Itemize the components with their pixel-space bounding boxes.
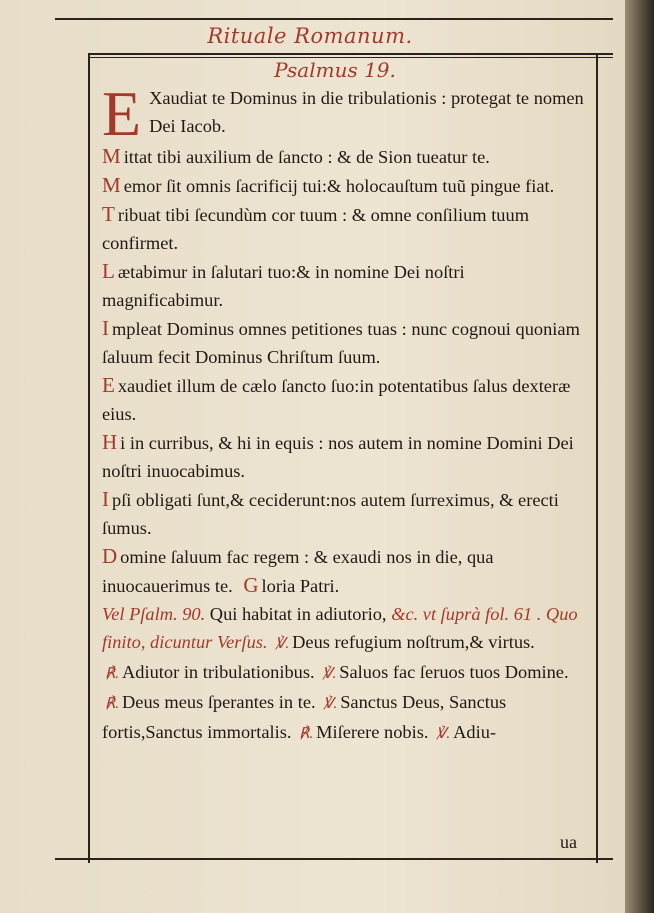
verse-2 [102, 142, 590, 171]
psalm-title: Psalmus 19. [274, 58, 396, 82]
versicle-symbol: ℣. [436, 726, 451, 742]
versicle-text: Adiu- [453, 722, 497, 742]
left-border-rule [88, 53, 90, 863]
decorated-initial: E [102, 78, 142, 149]
versicle-symbol: ℣. [322, 666, 337, 682]
verse-text: omine ſaluum fac regem : & exaudi nos in die, qua inuocauerimus te. [102, 547, 494, 596]
verse-text: ittat tibi auxilium de ſancto : & de Sion tueatur te. [123, 147, 490, 167]
response-text: Deus meus ſperantes in te. [122, 692, 316, 712]
top-double-rule-1 [55, 18, 613, 20]
versicle-text: Saluos fac ſeruos tuos Domine. [339, 662, 569, 682]
verse-1 [102, 78, 590, 149]
psalm-text [102, 78, 590, 748]
gloria-initial: G [243, 573, 259, 597]
verse-text: Xaudiat te Dominus in die tribulationis : protegat te nomen Dei Iacob. [149, 88, 584, 136]
verse-initial: L [102, 259, 115, 283]
verse-initial: M [102, 144, 121, 168]
verse-initial: H [102, 430, 118, 454]
right-border-rule [596, 53, 598, 863]
rubric-instruction: &c. vt ſuprà fol. 61 . Quo finito, dicuntur Verſus. [102, 604, 578, 652]
response-symbol: ℟. [105, 666, 120, 682]
verse-text: ribuat tibi ſecundùm cor tuum : & omne conſilium tuum confirmet. [102, 205, 530, 253]
versicle-symbol: ℣. [323, 696, 338, 712]
rubric-incipit: Qui habitat in adiutorio, [209, 604, 387, 624]
verse-text: emor ſit omnis ſacrificij tui:& holocauſtum tuũ pingue fiat. [123, 176, 555, 196]
bottom-rule [55, 858, 613, 860]
verse-text: i in curribus, & hi in equis : nos autem in nomine Domini Dei noſtri inuocabimus. [102, 433, 574, 481]
verse-text: xaudiet illum de cælo ſancto ſuo:in potentatibus ſalus dexteræ eius. [102, 376, 571, 424]
verse-7 [102, 371, 590, 428]
response-symbol: ℟. [299, 726, 314, 742]
rubric-vel: Vel Pſalm. 90. [102, 604, 206, 624]
response-text: Adiutor in tribulationibus. [122, 662, 315, 682]
verse-text: mpleat Dominus omnes petitiones tuas : nunc cognoui quoniam ſaluum fecit Dominus Chriſtum ſuum. [102, 319, 580, 367]
versicle-symbol: ℣. [275, 636, 290, 652]
rubric-block [102, 600, 590, 748]
response-text: Miſerere nobis. [316, 722, 429, 742]
running-header: Rituale Romanum. [207, 24, 413, 48]
verse-9 [102, 485, 590, 542]
verse-6 [102, 314, 590, 371]
verse-initial: I [102, 487, 109, 511]
verse-10 [102, 542, 590, 600]
verse-initial: T [102, 202, 115, 226]
verse-8 [102, 428, 590, 485]
response-symbol: ℟. [105, 696, 120, 712]
verse-initial: M [102, 173, 121, 197]
verse-initial: E [102, 373, 115, 397]
catchword: ua [560, 832, 577, 852]
gloria-text: loria Patri. [261, 576, 340, 596]
verse-3 [102, 171, 590, 200]
versicle-text: Sanctus Deus, Sanctus fortis,Sanctus immortalis. [102, 692, 507, 742]
verse-initial: I [102, 316, 109, 340]
verse-text: ætabimur in ſalutari tuo:& in nomine Dei noſtri magnificabimur. [102, 262, 465, 310]
verse-initial: D [102, 544, 118, 568]
verse-4 [102, 200, 590, 257]
verse-text: pſi obligati ſunt,& ceciderunt:nos autem ſurreximus, & erecti ſumus. [102, 490, 559, 538]
verse-5 [102, 257, 590, 314]
versicle-text: Deus refugium noſtrum,& virtus. [292, 632, 535, 652]
book-gutter [625, 0, 654, 913]
